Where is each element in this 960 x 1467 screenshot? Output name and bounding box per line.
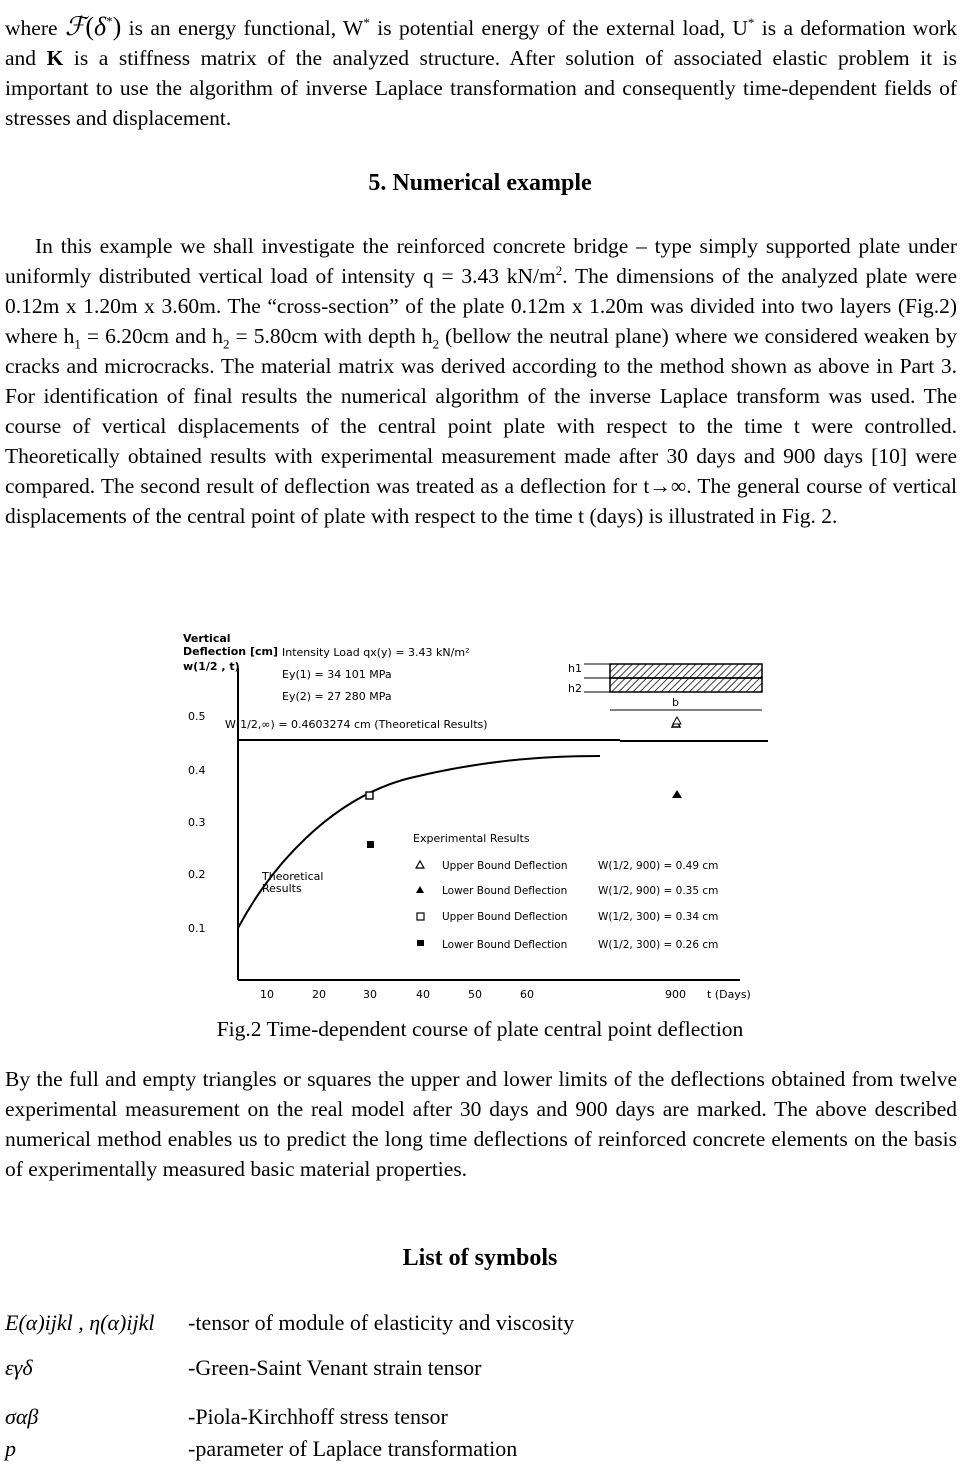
h1-label: h1 bbox=[568, 662, 582, 675]
y-tick-label: 0.5 bbox=[188, 710, 206, 723]
y-axis-label-1: Vertical bbox=[183, 632, 231, 645]
x-tick-label: 40 bbox=[416, 988, 430, 1001]
legend-item-value: W(1/2, 300) = 0.26 cm bbox=[598, 939, 719, 951]
legend-marker-triangle-open bbox=[416, 861, 424, 868]
load-annotation: Intensity Load qx(y) = 3.43 kN/m² bbox=[282, 646, 470, 659]
x-axis-label: t (Days) bbox=[707, 988, 751, 1001]
legend-item-value: W(1/2, 300) = 0.34 cm bbox=[598, 911, 719, 923]
lower-bound-30-marker bbox=[367, 841, 374, 848]
legend-item-name: Upper Bound Deflection bbox=[442, 911, 568, 923]
legend-marker-square-filled bbox=[417, 940, 424, 946]
symbol-description: -parameter of Laplace transformation bbox=[188, 1436, 518, 1461]
legend-marker-triangle-filled bbox=[416, 886, 424, 893]
symbol-math: εγδ bbox=[5, 1355, 33, 1380]
x-tick-label: 50 bbox=[468, 988, 482, 1001]
x-tick-label: 60 bbox=[520, 988, 534, 1001]
intro-paragraph: where ℱ(δ*) is an energy functional, W* is potential energy of the external load, U* is a deformation work and K is a stiffness matrix of the analyzed structure. After solution of associated elastic problem it is important to use the algorithm of inverse Laplace transformation and consequently time-dependent fields of stresses and displacement. bbox=[5, 12, 957, 130]
intro-text-1: is an energy functional, W bbox=[128, 16, 364, 40]
x-tick-label: 900 bbox=[665, 988, 686, 1001]
y-ticks bbox=[188, 710, 206, 935]
experimental-results-title: Experimental Results bbox=[413, 832, 530, 845]
energy-functional-symbol: ℱ(δ*) bbox=[64, 12, 122, 42]
section-heading-numerical-example: 5. Numerical example bbox=[368, 170, 592, 196]
legend-item-value: W(1/2, 900) = 0.35 cm bbox=[598, 885, 719, 897]
x-ticks bbox=[260, 988, 751, 1001]
y-tick-label: 0.3 bbox=[188, 816, 206, 829]
symbol-math: E(α)ijkl , η(α)ijkl bbox=[5, 1310, 155, 1335]
y-tick-label: 0.2 bbox=[188, 868, 206, 881]
intro-text-3: is a deformation work and bbox=[5, 16, 957, 70]
cross-section-inset bbox=[568, 662, 762, 724]
list-of-symbols-heading: List of symbols bbox=[402, 1245, 558, 1271]
theoretical-limit-annotation: W(1/2,∞) = 0.4603274 cm (Theoretical Results) bbox=[225, 718, 488, 731]
symbol-math: σαβ bbox=[5, 1404, 39, 1429]
explanation-paragraph: By the full and empty triangles or squares the upper and lower limits of the deflections obtained from twelve experimental measurement on the real model after 30 days and 900 days are marked. The above described numerical method enables us to predict the long time deflections of reinforced concrete elements on the basis of experimentally measured basic material properties. bbox=[5, 1067, 957, 1181]
legend-item-value: W(1/2, 900) = 0.49 cm bbox=[598, 860, 719, 872]
symbol-description: -tensor of module of elasticity and viscosity bbox=[188, 1310, 575, 1335]
legend bbox=[416, 860, 718, 951]
legend-item-name: Lower Bound Deflection bbox=[442, 939, 568, 951]
theory-label-1: Theoretical bbox=[262, 870, 324, 883]
y-tick-label: 0.4 bbox=[188, 764, 206, 777]
lower-bound-900-marker bbox=[672, 790, 682, 798]
x-tick-label: 10 bbox=[260, 988, 274, 1001]
h2-label: h2 bbox=[568, 682, 582, 695]
legend-marker-square-open bbox=[417, 913, 424, 920]
stiffness-symbol: K bbox=[46, 46, 64, 70]
y-tick-label: 0.1 bbox=[188, 922, 206, 935]
e1-annotation: Ey(1) = 34 101 MPa bbox=[282, 668, 392, 681]
symbol-math: p bbox=[5, 1436, 16, 1461]
x-tick-label: 20 bbox=[312, 988, 326, 1001]
deflection-figure bbox=[180, 628, 800, 1010]
legend-item-name: Upper Bound Deflection bbox=[442, 860, 568, 872]
intro-text-2: is potential energy of the external load, U bbox=[377, 16, 748, 40]
legend-item-name: Lower Bound Deflection bbox=[442, 885, 568, 897]
intro-where: where bbox=[5, 16, 58, 40]
intro-text-4: is a stiffness matrix of the analyzed structure. After solution of associated elastic problem it is important to use the algorithm of inverse Laplace transformation and consequently time-dependent fields of stresses and displacement. bbox=[5, 46, 957, 130]
upper-bound-30-marker bbox=[366, 792, 373, 799]
x-tick-label: 30 bbox=[363, 988, 377, 1001]
y-axis-label-2: Deflection [cm] bbox=[183, 645, 279, 658]
figure-caption: Fig.2 Time-dependent course of plate central point deflection bbox=[216, 1017, 744, 1041]
theory-label-2: Results bbox=[262, 882, 302, 895]
symbol-description: -Piola-Kirchhoff stress tensor bbox=[188, 1404, 448, 1429]
symbol-description: -Green-Saint Venant strain tensor bbox=[188, 1355, 482, 1380]
b-label: b bbox=[672, 696, 679, 709]
y-axis-label-3: w(1/2 , t) bbox=[183, 660, 240, 673]
e2-annotation: Ey(2) = 27 280 MPa bbox=[282, 690, 392, 703]
numerical-example-paragraph: In this example we shall investigate the reinforced concrete bridge – type simply supported plate under uniformly distributed vertical load of intensity q = 3.43 $kN/m^2$. The dimensions of the analyzed plate were 0.12m x 1.20m x 3.60m. The “cross-section” of the plate 0.12m x 1.20m was divided into two layers (Fig.2) where $h_1 = 6.20cm$ and $h_2 = 5.80cm$ with depth $h_2$ (bellow the neutral plane) where we considered weaken by cracks and microcracks. The material matrix was derived according to the method shown as above in Part 3. For identification of final results the numerical algorithm of the inverse Laplace transform was used. The course of vertical displacements of the central point plate with respect to the time t were controlled. Theoretically obtained results with experimental measurement made after 30 days and 900 days [10] were compared. The second result of deflection was treated as a deflection for t→∞. The general course of vertical displacements of the central point of plate with respect to the time t (days) is illustrated in Fig. 2. bbox=[5, 234, 958, 528]
